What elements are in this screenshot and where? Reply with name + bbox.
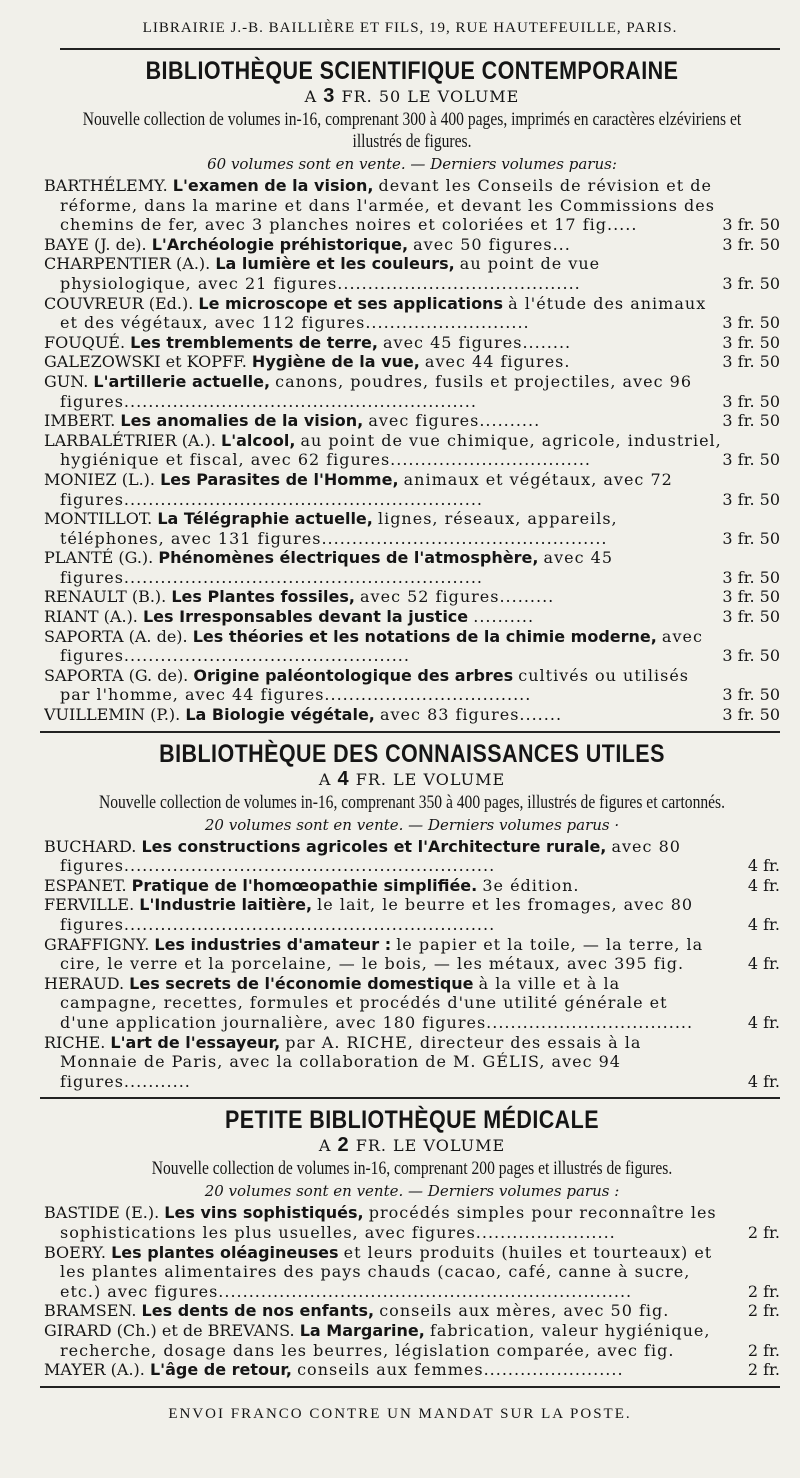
book-entry (44, 1033, 780, 1092)
entry-title: La Biologie végétale, (185, 705, 375, 725)
entry-author: RIANT (A.). (44, 607, 138, 627)
price-prefix: A (318, 1136, 332, 1156)
entry-author: RICHE. (44, 1032, 106, 1052)
entry-title: Les tremblements de terre, (130, 332, 378, 352)
entry-details: 3e édition. (482, 875, 580, 895)
entry-price: 3 fr. 50 (719, 274, 780, 294)
entry-author: MONIEZ (L.). (44, 469, 155, 489)
entry-list (44, 837, 780, 1092)
entry-author: IMBERT. (44, 411, 116, 431)
price-prefix: A (304, 87, 318, 106)
entry-price: 3 fr. 50 (719, 392, 780, 412)
entry-price: 4 fr. (745, 915, 780, 935)
entry-title: Les plantes oléagineuses (111, 1242, 339, 1262)
book-entry (44, 974, 780, 1033)
entry-title: Les Plantes fossiles, (171, 587, 355, 607)
entry-author: SAPORTA (G. de). (44, 665, 189, 685)
section-divider (40, 731, 780, 733)
entry-author: RENAULT (B.). (44, 587, 167, 607)
entry-details: cultivés ou utilisés par l'homme, avec 44 figures.................................. (60, 665, 690, 705)
entry-details: à l'étude des animaux et des végétaux, avec 112 figures........................... (60, 293, 707, 333)
header-rule (60, 48, 780, 50)
entry-author: BRAMSEN. (44, 1301, 137, 1321)
price-number: 2 (337, 1134, 350, 1157)
entry-price: 3 fr. 50 (719, 646, 780, 666)
catalog-section (0, 56, 800, 725)
entry-details: par A. RICHE, directeur des essais à la Monnaie de Paris, avec la collaboration de M. GÉLIS, avec 94 figures........... (60, 1032, 642, 1091)
entry-price: 2 fr. (745, 1282, 780, 1302)
entry-price: 4 fr. (745, 1013, 780, 1033)
book-entry (44, 411, 780, 431)
section-title: PETITE BIBLIOTHÈQUE MÉDICALE (225, 1106, 599, 1135)
entry-title: La Margarine, (299, 1320, 425, 1340)
price-number: 3 (323, 85, 336, 107)
entry-details: au point de vue chimique, agricole, industriel, hygiénique et fiscal, avec 62 figures................................. (60, 430, 722, 470)
entry-author: ESPANET. (44, 875, 127, 895)
book-entry (44, 509, 780, 548)
entry-details: le lait, le beurre et les fromages, avec 80 figures............................................................. (60, 895, 694, 934)
entry-details: conseils aux femmes....................... (297, 1360, 624, 1380)
entry-title: Les dents de nos enfants, (141, 1301, 375, 1321)
price-rest: FR. 50 LE VOLUME (341, 87, 520, 106)
book-entry (44, 352, 780, 372)
entry-details: procédés simples pour reconnaître les sophistications les plus usuelles, avec figures....................... (60, 1203, 717, 1242)
section-subtitle: 60 volumes sont en vente. — Derniers volumes parus: (207, 155, 617, 173)
book-entry (44, 254, 780, 293)
entry-author: GRAFFIGNY. (44, 934, 150, 954)
entry-title: Origine paléontologique des arbres (193, 665, 514, 685)
entry-author: PLANTÉ (G.). (44, 548, 154, 568)
entry-list (44, 1203, 780, 1379)
section-description: Nouvelle collection de volumes in-16, comprenant 200 pages et illustrés de figures. (151, 1158, 673, 1180)
entry-details: au point de vue physiologique, avec 21 figures........................................ (60, 254, 601, 293)
entry-details: devant les Conseils de révision et de réforme, dans la marine et dans l'armée, et devant les Commissions des chemins de fer, avec 3 planches noires et coloriées et 17 fig..... (60, 176, 715, 235)
entry-author: MONTILLOT. (44, 509, 153, 529)
book-entry (44, 431, 780, 470)
entry-price: 3 fr. 50 (719, 450, 780, 470)
entry-title: Les industries d'amateur : (154, 934, 392, 954)
entry-title: La Télégraphie actuelle, (157, 509, 373, 529)
book-entry (44, 627, 780, 666)
entry-author: SAPORTA (A. de). (44, 626, 188, 646)
book-entry (44, 895, 780, 934)
entry-title: L'alcool, (221, 430, 296, 450)
entry-price: 4 fr. (745, 876, 780, 896)
entry-price: 3 fr. 50 (719, 685, 780, 705)
book-entry (44, 1203, 780, 1242)
entry-details: et leurs produits (huiles et tourteaux) et les plantes alimentaires des pays chauds (cacao, café, canne à sucre, etc.) avec figures.................................................................... (60, 1242, 713, 1301)
entry-price: 4 fr. (745, 954, 780, 974)
entry-details: avec 80 figures............................................................. (60, 836, 681, 876)
footer-rule (40, 1386, 780, 1388)
entry-price: 3 fr. 50 (719, 411, 780, 431)
entry-details: fabrication, valeur hygiénique, recherche, dosage dans les beurres, législation comparée, avec fig. (60, 1320, 711, 1360)
entry-author: COUVREUR (Ed.). (44, 293, 194, 313)
entry-details: conseils aux mères, avec 50 fig. (379, 1301, 670, 1321)
entry-price: 3 fr. 50 (719, 587, 780, 607)
entry-price: 3 fr. 50 (719, 490, 780, 510)
entry-details: avec figures............................................... (60, 626, 703, 666)
entry-price: 3 fr. 50 (719, 333, 780, 353)
entry-price: 2 fr. (745, 1360, 780, 1380)
book-entry (44, 333, 780, 353)
book-entry (44, 1360, 780, 1380)
entry-price: 3 fr. 50 (719, 313, 780, 333)
book-entry (44, 235, 780, 255)
entry-details: canons, poudres, fusils et projectiles, avec 96 figures.......................................................... (60, 371, 693, 411)
entry-price: 3 fr. 50 (719, 215, 780, 235)
price-number: 4 (337, 767, 350, 790)
entry-details: avec 50 figures... (413, 234, 571, 254)
entry-price: 4 fr. (745, 856, 780, 876)
book-entry (44, 1301, 780, 1321)
catalog-sections (0, 56, 800, 1380)
book-entry (44, 176, 780, 235)
entry-title: Les secrets de l'économie domestique (129, 973, 474, 993)
section-description: Nouvelle collection de volumes in-16, comprenant 300 à 400 pages, imprimés en caractères elzéviriens et illustrés de figures. (82, 109, 742, 152)
section-price (44, 1135, 780, 1156)
entry-details: avec 45 figures........................................................... (60, 548, 613, 587)
book-entry (44, 470, 780, 509)
entry-details: animaux et végétaux, avec 72 figures........................................................... (60, 469, 673, 509)
book-entry (44, 837, 780, 876)
book-entry (44, 666, 780, 705)
entry-details: .......... (473, 607, 535, 627)
entry-author: GUN. (44, 371, 89, 391)
book-entry (44, 876, 780, 896)
entry-details: à la ville et à la campagne, recettes, formules et procédés d'une utilité générale et d'une application journalière, avec 180 figures.................................. (60, 973, 694, 1032)
entry-price: 3 fr. 50 (719, 235, 780, 255)
entry-details: avec figures.......... (368, 411, 541, 431)
entry-list (44, 176, 780, 725)
entry-price: 4 fr. (745, 1072, 780, 1092)
entry-title: Pratique de l'homœopathie simplifiée. (131, 875, 478, 895)
entry-price: 3 fr. 50 (719, 352, 780, 372)
entry-title: La lumière et les couleurs, (215, 254, 455, 274)
entry-title: Le microscope et ses applications (198, 293, 503, 313)
entry-author: VUILLEMIN (P.). (44, 705, 181, 725)
entry-title: Phénomènes électriques de l'atmosphère, (158, 548, 539, 568)
book-entry (44, 294, 780, 333)
price-rest: FR. LE VOLUME (355, 769, 506, 789)
entry-price: 3 fr. 50 (719, 705, 780, 725)
book-entry (44, 935, 780, 974)
section-title: BIBLIOTHÈQUE SCIENTIFIQUE CONTEMPORAINE (145, 57, 679, 85)
book-entry (44, 1321, 780, 1360)
entry-title: Les constructions agricoles et l'Architecture rurale, (141, 836, 607, 856)
book-entry (44, 705, 780, 725)
book-entry (44, 607, 780, 627)
entry-title: Les Irresponsables devant la justice (142, 607, 469, 627)
entry-author: BAYE (J. de). (44, 234, 147, 254)
section-divider (40, 1097, 780, 1099)
entry-title: Les théories et les notations de la chimie moderne, (192, 626, 657, 646)
book-entry (44, 1243, 780, 1302)
entry-author: BUCHARD. (44, 836, 137, 856)
entry-title: L'art de l'essayeur, (110, 1032, 281, 1052)
entry-author: GIRARD (Ch.) et de BREVANS. (44, 1320, 295, 1340)
section-price (44, 86, 780, 107)
entry-details: avec 52 figures......... (360, 587, 555, 607)
entry-title: Les Parasites de l'Homme, (160, 469, 399, 489)
entry-details: le papier et la toile, — la terre, la cire, le verre et la porcelaine, — le bois, — les métaux, avec 395 fig. (60, 934, 704, 974)
entry-title: L'âge de retour, (149, 1360, 292, 1380)
section-description: Nouvelle collection de volumes in-16, comprenant 350 à 400 pages, illustrés de figures et cartonnés. (98, 791, 726, 813)
publisher-header: LIBRAIRIE J.-B. BAILLIÈRE ET FILS, 19, RUE HAUTEFEUILLE, PARIS. (142, 20, 678, 36)
entry-details: avec 83 figures....... (379, 705, 563, 725)
entry-author: MAYER (A.). (44, 1360, 145, 1380)
entry-author: HERAUD. (44, 973, 125, 993)
entry-title: Les vins sophistiqués, (164, 1203, 364, 1223)
book-entry (44, 587, 780, 607)
book-entry (44, 372, 780, 411)
entry-price: 2 fr. (745, 1341, 780, 1361)
book-entry (44, 548, 780, 587)
price-prefix: A (318, 769, 332, 789)
entry-title: Hygiène de la vue, (251, 352, 420, 372)
entry-title: Les anomalies de la vision, (120, 411, 364, 431)
entry-price: 3 fr. 50 (719, 568, 780, 588)
section-price (44, 769, 780, 790)
entry-price: 3 fr. 50 (719, 529, 780, 549)
entry-title: L'Archéologie préhistorique, (151, 234, 409, 254)
entry-author: FOUQUÉ. (44, 332, 126, 352)
entry-author: BARTHÉLEMY. (44, 176, 168, 195)
entry-title: L'examen de la vision, (172, 176, 374, 195)
entry-title: L'Industrie laitière, (139, 895, 313, 915)
entry-details: avec 45 figures........ (383, 332, 572, 352)
section-subtitle: 20 volumes sont en vente. — Derniers volumes parus : (204, 1182, 620, 1201)
catalog-section (0, 1105, 800, 1379)
entry-author: GALEZOWSKI et KOPFF. (44, 352, 247, 372)
entry-author: FERVILLE. (44, 895, 135, 915)
entry-price: 3 fr. 50 (719, 607, 780, 627)
section-subtitle: 20 volumes sont en vente. — Derniers volumes parus · (204, 815, 620, 834)
entry-details: avec 44 figures. (424, 352, 571, 372)
entry-author: LARBALÉTRIER (A.). (44, 430, 216, 450)
entry-author: CHARPENTIER (A.). (44, 254, 211, 274)
entry-price: 2 fr. (745, 1301, 780, 1321)
price-rest: FR. LE VOLUME (355, 1136, 506, 1156)
entry-author: BOERY. (44, 1242, 106, 1262)
entry-title: L'artillerie actuelle, (93, 371, 271, 391)
entry-price: 2 fr. (745, 1223, 780, 1243)
entry-author: BASTIDE (E.). (44, 1203, 160, 1223)
catalog-section (0, 739, 800, 1092)
entry-details: lignes, réseaux, appareils, téléphones, avec 131 figures............................................... (60, 509, 618, 548)
footer-note: ENVOI FRANCO CONTRE UN MANDAT SUR LA POSTE. (168, 1405, 632, 1422)
section-title: BIBLIOTHÈQUE DES CONNAISSANCES UTILES (159, 739, 665, 768)
